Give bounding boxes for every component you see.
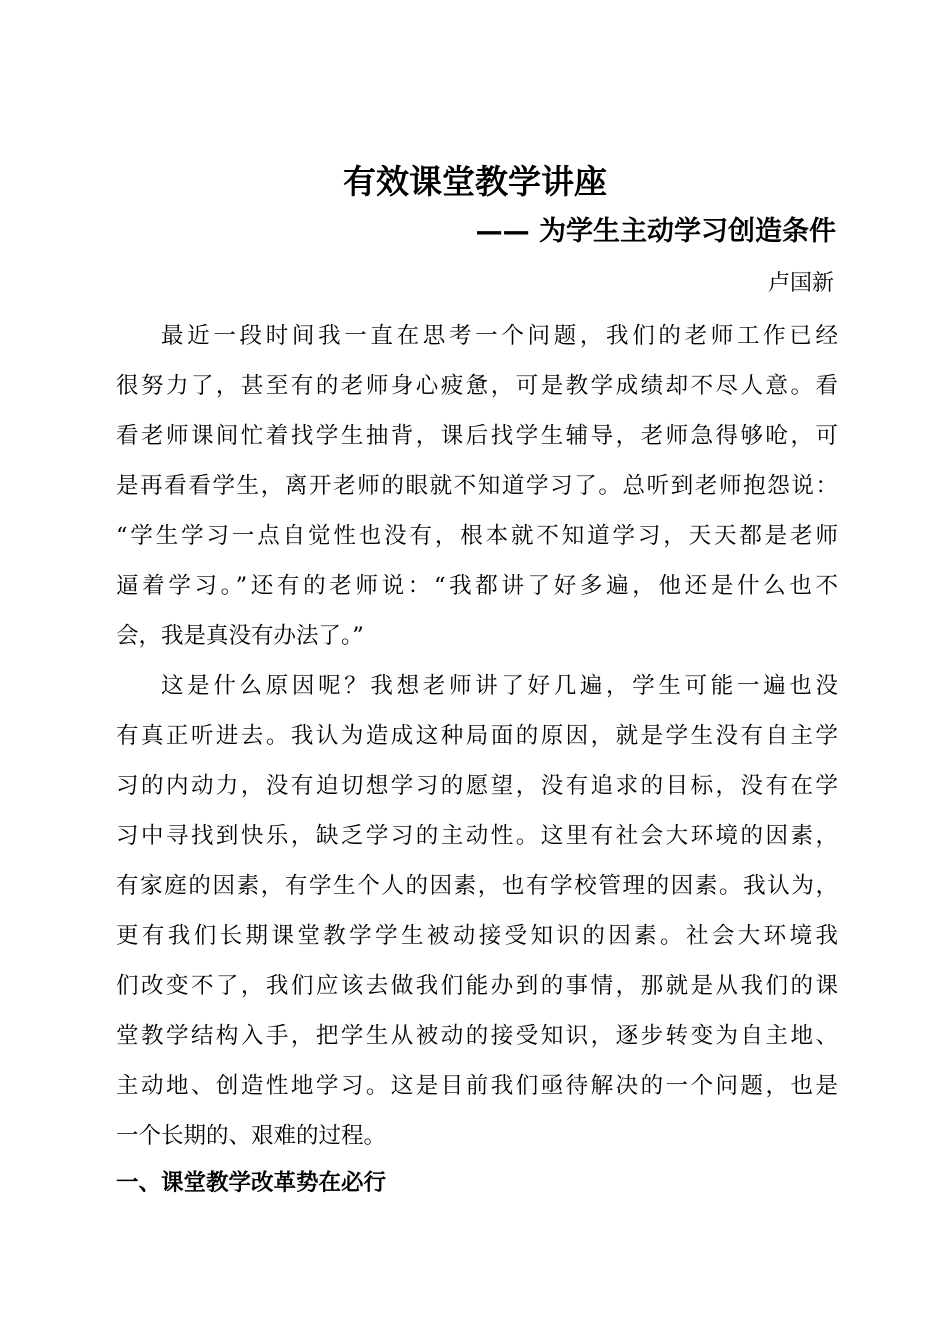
paragraph-line: 更有我们长期课堂教学学生被动接受知识的因素。社会大环境我 xyxy=(116,923,838,949)
paragraph-line: 逼着学习。”还有的老师说：“我都讲了好多遍，他还是什么也不 xyxy=(116,573,838,599)
paragraph-line: 一个长期的、艰难的过程。 xyxy=(116,1123,387,1149)
paragraph-line: 有真正听进去。我认为造成这种局面的原因，就是学生没有自主学 xyxy=(116,723,838,749)
paragraph-line: 看老师课间忙着找学生抽背，课后找学生辅导，老师急得够呛，可 xyxy=(116,423,838,449)
document-author: 卢国新 xyxy=(767,271,834,296)
paragraph-line: 主动地、创造性地学习。这是目前我们亟待解决的一个问题，也是 xyxy=(116,1073,838,1099)
paragraph-line: 会，我是真没有办法了。” xyxy=(116,623,364,649)
paragraph-2 xyxy=(116,661,838,1161)
paragraph-line: 最近一段时间我一直在思考一个问题，我们的老师工作已经 xyxy=(161,323,838,349)
paragraph-line: 有家庭的因素，有学生个人的因素，也有学校管理的因素。我认为， xyxy=(116,873,838,899)
section-heading: 一、课堂教学改革势在必行 xyxy=(116,1170,387,1196)
document-subtitle: —— 为学生主动学习创造条件 xyxy=(475,216,836,247)
paragraph-line: 们改变不了，我们应该去做我们能办到的事情，那就是从我们的课 xyxy=(116,973,838,999)
document-title: 有效课堂教学讲座 xyxy=(343,162,607,201)
paragraph-line: 很努力了，甚至有的老师身心疲惫，可是教学成绩却不尽人意。看 xyxy=(116,373,838,399)
document-body xyxy=(116,311,838,1161)
paragraph-line: 堂教学结构入手，把学生从被动的接受知识，逐步转变为自主地、 xyxy=(116,1023,838,1049)
paragraph-1 xyxy=(116,311,838,661)
paragraph-line: 是再看看学生，离开老师的眼就不知道学习了。总听到老师抱怨说： xyxy=(116,473,838,499)
paragraph-line: 习中寻找到快乐，缺乏学习的主动性。这里有社会大环境的因素， xyxy=(116,823,838,849)
paragraph-line: 这是什么原因呢？我想老师讲了好几遍，学生可能一遍也没 xyxy=(161,673,838,699)
paragraph-line: 习的内动力，没有迫切想学习的愿望，没有追求的目标，没有在学 xyxy=(116,773,838,799)
paragraph-line: “学生学习一点自觉性也没有，根本就不知道学习，天天都是老师 xyxy=(116,523,838,549)
